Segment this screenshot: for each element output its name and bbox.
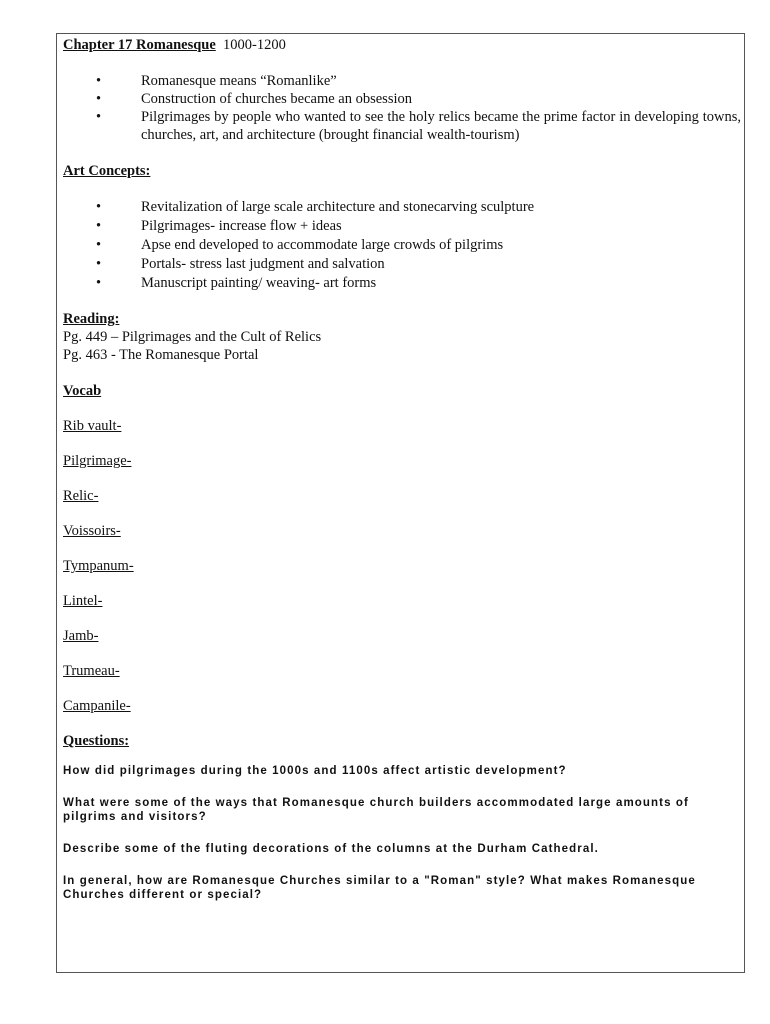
bullet-icon: • [96, 275, 102, 291]
vocab-term: Relic- [63, 488, 99, 504]
document-content [63, 36, 743, 902]
list-item: • Apse end developed to accommodate large crowds of pilgrims [96, 237, 504, 253]
chapter-title: Chapter 17 Romanesque [63, 37, 216, 53]
reading-line: Pg. 463 - The Romanesque Portal [63, 347, 259, 363]
bullet-icon: • [96, 109, 102, 125]
vocab-heading: Vocab [63, 383, 102, 399]
art-concepts-heading: Art Concepts: [63, 163, 151, 179]
question-item: Describe some of the fluting decorations of the columns at the Durham Cathedral. [63, 843, 599, 855]
list-item: • Manuscript painting/ weaving- art forms [96, 275, 377, 291]
reading-heading: Reading: [63, 311, 120, 327]
vocab-term: Trumeau- [63, 663, 120, 679]
vocab-term: Rib vault- [63, 418, 122, 434]
bullet-icon: • [96, 237, 102, 253]
intro-bullet-list [63, 72, 743, 144]
bullet-icon: • [96, 73, 102, 89]
vocab-term: Jamb- [63, 628, 99, 644]
list-item: • Romanesque means “Romanlike” [96, 73, 337, 89]
vocab-term: Lintel- [63, 593, 103, 609]
vocab-term: Campanile- [63, 698, 131, 714]
question-item: What were some of the ways that Romanesque church builders accommodated large amounts of pilgrims and visitors? [63, 797, 689, 823]
bullet-icon: • [96, 91, 102, 107]
chapter-dates: 1000-1200 [223, 37, 286, 53]
question-item: In general, how are Romanesque Churches similar to a "Roman" style? What makes Romanesque Churches different or special? [63, 875, 696, 901]
art-concepts-list [63, 198, 743, 292]
bullet-icon: • [96, 256, 102, 272]
list-item: • Pilgrimages by people who wanted to see the holy relics became the prime factor in developing towns, churches, art, and architecture (brought financial wealth-tourism) [96, 109, 741, 143]
questions-heading: Questions: [63, 733, 130, 749]
list-item: • Revitalization of large scale architecture and stonecarving sculpture [96, 199, 535, 215]
question-item: How did pilgrimages during the 1000s and 1100s affect artistic development? [63, 765, 567, 777]
vocab-term: Voissoirs- [63, 523, 121, 539]
reading-line: Pg. 449 – Pilgrimages and the Cult of Relics [63, 329, 322, 345]
list-item: • Pilgrimages- increase flow + ideas [96, 218, 342, 234]
vocab-term: Pilgrimage- [63, 453, 132, 469]
bullet-icon: • [96, 218, 102, 234]
chapter-heading [63, 36, 743, 54]
vocab-term: Tympanum- [63, 558, 134, 574]
list-item: • Construction of churches became an obsession [96, 91, 412, 107]
list-item: • Portals- stress last judgment and salvation [96, 256, 385, 272]
bullet-icon: • [96, 199, 102, 215]
